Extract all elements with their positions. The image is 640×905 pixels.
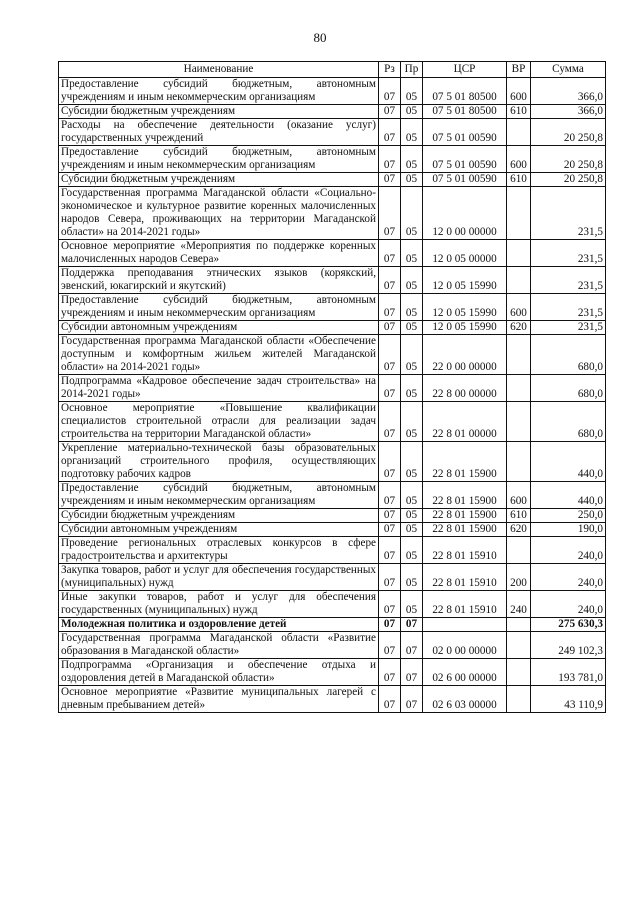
row-csr: 12 0 05 15990 [423,267,507,294]
row-pr: 05 [401,591,423,618]
table-row [59,267,606,294]
row-pr: 05 [401,294,423,321]
row-name: Предоставление субсидий бюджетным, автономным учреждениям и иным некоммерческим организациям [59,78,379,105]
table-row [59,78,606,105]
row-rz: 07 [379,294,401,321]
row-pr: 07 [401,632,423,659]
row-name: Подпрограмма «Организация и обеспечение отдыха и оздоровления детей в Магаданской области» [59,659,379,686]
row-csr: 02 6 03 00000 [423,686,507,713]
row-rz: 07 [379,537,401,564]
row-csr: 22 8 01 15900 [423,509,507,523]
row-sum: 680,0 [531,335,606,375]
row-pr: 05 [401,105,423,119]
row-name: Субсидии автономным учреждениям [59,321,379,335]
row-rz: 07 [379,335,401,375]
table-row [59,321,606,335]
row-vr [507,659,531,686]
row-csr: 22 8 01 15910 [423,564,507,591]
row-rz: 07 [379,105,401,119]
row-sum: 20 250,8 [531,173,606,187]
row-csr: 07 5 01 80500 [423,105,507,119]
row-sum: 440,0 [531,482,606,509]
row-pr: 05 [401,523,423,537]
row-rz: 07 [379,591,401,618]
row-pr: 05 [401,375,423,402]
row-sum: 193 781,0 [531,659,606,686]
row-sum: 231,5 [531,187,606,240]
header-sum: Сумма [531,62,606,78]
header-csr: ЦСР [423,62,507,78]
table-row [59,591,606,618]
row-csr: 07 5 01 00590 [423,146,507,173]
row-csr: 12 0 00 00000 [423,187,507,240]
row-vr: 240 [507,591,531,618]
row-sum: 240,0 [531,564,606,591]
row-vr: 620 [507,523,531,537]
row-rz: 07 [379,482,401,509]
row-csr: 22 8 01 15910 [423,537,507,564]
row-vr: 600 [507,294,531,321]
row-pr: 05 [401,537,423,564]
row-sum: 231,5 [531,321,606,335]
table-row [59,146,606,173]
budget-table [58,61,606,713]
table-row [59,402,606,442]
row-vr: 610 [507,173,531,187]
row-csr: 12 0 05 15990 [423,321,507,335]
row-rz: 07 [379,267,401,294]
row-name: Проведение региональных отраслевых конкурсов в сфере градостроительства и архитектуры [59,537,379,564]
table-row [59,482,606,509]
row-sum: 231,5 [531,267,606,294]
row-rz: 07 [379,240,401,267]
row-name: Субсидии бюджетным учреждениям [59,173,379,187]
row-sum: 43 110,9 [531,686,606,713]
row-pr: 05 [401,267,423,294]
row-sum: 366,0 [531,105,606,119]
row-vr [507,187,531,240]
table-row [59,537,606,564]
row-rz: 07 [379,375,401,402]
row-sum: 680,0 [531,402,606,442]
table-row [59,523,606,537]
row-rz: 07 [379,686,401,713]
table-body [59,78,606,713]
row-vr [507,686,531,713]
row-rz: 07 [379,146,401,173]
row-csr: 12 0 05 15990 [423,294,507,321]
row-sum: 20 250,8 [531,119,606,146]
row-rz: 07 [379,523,401,537]
row-vr [507,119,531,146]
table-row [59,509,606,523]
row-pr: 05 [401,564,423,591]
table-row [59,564,606,591]
row-vr [507,240,531,267]
row-csr: 22 8 01 15900 [423,482,507,509]
row-pr: 05 [401,78,423,105]
row-sum: 249 102,3 [531,632,606,659]
row-csr [423,618,507,632]
row-csr: 07 5 01 00590 [423,173,507,187]
table-row [59,686,606,713]
row-csr: 12 0 05 00000 [423,240,507,267]
row-vr [507,632,531,659]
header-name: Наименование [59,62,379,78]
row-pr: 05 [401,442,423,482]
row-name: Основное мероприятие «Развитие муниципальных лагерей с дневным пребыванием детей» [59,686,379,713]
row-sum: 440,0 [531,442,606,482]
row-rz: 07 [379,402,401,442]
row-rz: 07 [379,321,401,335]
row-pr: 05 [401,187,423,240]
row-csr: 22 8 01 15900 [423,442,507,482]
row-sum: 366,0 [531,78,606,105]
row-vr: 600 [507,78,531,105]
row-name: Предоставление субсидий бюджетным, автономным учреждениям и иным некоммерческим организациям [59,482,379,509]
row-csr: 22 8 01 15910 [423,591,507,618]
row-rz: 07 [379,564,401,591]
row-csr: 22 0 00 00000 [423,335,507,375]
row-pr: 05 [401,240,423,267]
row-csr: 22 8 01 00000 [423,402,507,442]
row-csr: 07 5 01 00590 [423,119,507,146]
row-pr: 05 [401,119,423,146]
row-rz: 07 [379,632,401,659]
row-sum: 680,0 [531,375,606,402]
table-row [59,173,606,187]
row-sum: 275 630,3 [531,618,606,632]
row-sum: 231,5 [531,294,606,321]
table-row [59,119,606,146]
table-row [59,335,606,375]
table-row [59,187,606,240]
row-rz: 07 [379,659,401,686]
row-csr: 22 8 01 15900 [423,523,507,537]
row-name: Предоставление субсидий бюджетным, автономным учреждениям и иным некоммерческим организациям [59,294,379,321]
header-pr: Пр [401,62,423,78]
row-pr: 05 [401,321,423,335]
row-sum: 240,0 [531,591,606,618]
row-rz: 07 [379,509,401,523]
row-vr: 200 [507,564,531,591]
table-row [59,632,606,659]
row-name: Государственная программа Магаданской области «Социально-экономическое и культурное развитие коренных малочисленных народов Севера, проживающих на территории Магаданской области» на 2014-2021 годы» [59,187,379,240]
row-vr [507,442,531,482]
row-name: Основное мероприятие «Мероприятия по поддержке коренных малочисленных народов Севера» [59,240,379,267]
row-rz: 07 [379,173,401,187]
row-name: Молодежная политика и оздоровление детей [59,618,379,632]
row-vr [507,618,531,632]
row-csr: 02 0 00 00000 [423,632,507,659]
row-name: Основное мероприятие «Повышение квалификации специалистов строительной отрасли для реализации задач строительства на территории Магаданской области» [59,402,379,442]
row-vr [507,537,531,564]
row-name: Иные закупки товаров, работ и услуг для обеспечения государственных (муниципальных) нужд [59,591,379,618]
row-rz: 07 [379,442,401,482]
row-sum: 240,0 [531,537,606,564]
row-pr: 05 [401,335,423,375]
header-vr: ВР [507,62,531,78]
row-name: Поддержка преподавания этнических языков (корякский, эвенский, юкагирский и якутский) [59,267,379,294]
row-name: Расходы на обеспечение деятельности (оказание услуг) государственных учреждений [59,119,379,146]
row-sum: 20 250,8 [531,146,606,173]
row-vr [507,402,531,442]
header-rz: Рз [379,62,401,78]
table-row [59,375,606,402]
row-pr: 05 [401,173,423,187]
row-rz: 07 [379,187,401,240]
row-sum: 231,5 [531,240,606,267]
row-pr: 05 [401,482,423,509]
row-vr [507,375,531,402]
row-csr: 02 6 00 00000 [423,659,507,686]
row-vr: 600 [507,146,531,173]
table-row [59,294,606,321]
row-pr: 07 [401,618,423,632]
row-name: Государственная программа Магаданской области «Обеспечение доступным и комфортным жильем жителей Магаданской области» на 2014-2021 годы» [59,335,379,375]
row-pr: 05 [401,402,423,442]
table-header-row [59,62,606,78]
row-rz: 07 [379,78,401,105]
row-pr: 07 [401,659,423,686]
table-row [59,105,606,119]
row-csr: 07 5 01 80500 [423,78,507,105]
row-pr: 07 [401,686,423,713]
table-row [59,240,606,267]
row-name: Государственная программа Магаданской области «Развитие образования в Магаданской области» [59,632,379,659]
row-pr: 05 [401,146,423,173]
row-vr [507,335,531,375]
table-row [59,659,606,686]
row-name: Укрепление материально-технической базы образовательных организаций строительного профиля, осуществляющих подготовку рабочих кадров [59,442,379,482]
row-name: Субсидии бюджетным учреждениям [59,105,379,119]
row-rz: 07 [379,618,401,632]
row-name: Субсидии автономным учреждениям [59,523,379,537]
row-sum: 190,0 [531,523,606,537]
page-number: 80 [313,30,327,45]
row-name: Подпрограмма «Кадровое обеспечение задач строительства» на 2014-2021 годы» [59,375,379,402]
row-name: Закупка товаров, работ и услуг для обеспечения государственных (муниципальных) нужд [59,564,379,591]
row-pr: 05 [401,509,423,523]
row-sum: 250,0 [531,509,606,523]
row-vr: 600 [507,482,531,509]
row-name: Субсидии бюджетным учреждениям [59,509,379,523]
row-vr: 610 [507,509,531,523]
row-name: Предоставление субсидий бюджетным, автономным учреждениям и иным некоммерческим организациям [59,146,379,173]
table-row [59,442,606,482]
row-vr: 620 [507,321,531,335]
row-rz: 07 [379,119,401,146]
table-row [59,618,606,632]
row-vr [507,267,531,294]
row-vr: 610 [507,105,531,119]
row-csr: 22 8 00 00000 [423,375,507,402]
